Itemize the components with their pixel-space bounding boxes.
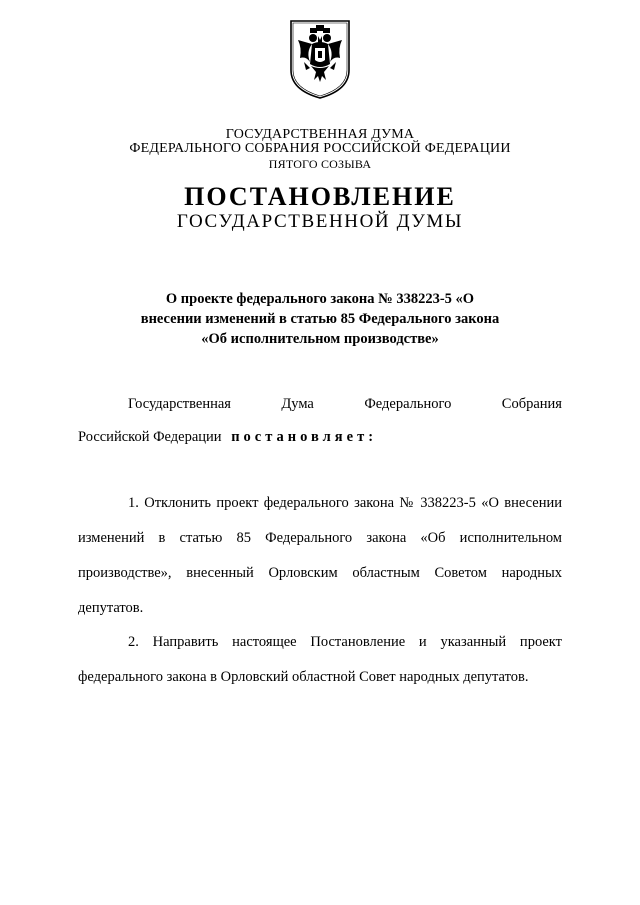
preamble-word: Федерального: [364, 396, 452, 412]
resolution-item-2: 2. Направить настоящее Постановление и указанный проект федерального закона в Орловский областной Совет народных депутатов.: [78, 634, 562, 685]
resolution-item-1: 1. Отклонить проект федерального закона № 338223-5 «О внесении изменений в статью 85 Федерального закона «Об исполнительном производстве», внесенный Орловским областным Советом народных депутатов.: [78, 495, 562, 616]
preamble-line-1: [78, 396, 562, 413]
convocation-line: ПЯТОГО СОЗЫВА: [268, 157, 372, 171]
org-name-line-2: ФЕДЕРАЛЬНОГО СОБРАНИЯ РОССИЙСКОЙ ФЕДЕРАЦИИ: [129, 141, 511, 156]
preamble-word: Государственная: [128, 396, 231, 412]
resolves-word: постановляет:: [231, 429, 378, 445]
preamble-line-2: [78, 429, 562, 446]
document-title: ПОСТАНОВЛЕНИЕ: [184, 182, 456, 211]
preamble-word: Собрания: [501, 396, 562, 412]
preamble-word: Дума: [281, 396, 314, 412]
org-name-line-1: ГОСУДАРСТВЕННАЯ ДУМА: [225, 127, 415, 142]
document-subtitle: ГОСУДАРСТВЕННОЙ ДУМЫ: [176, 211, 464, 232]
document-subject: О проекте федерального закона № 338223-5 «О внесении изменений в статью 85 Федерального закона «Об исполнительном производстве»: [140, 291, 500, 347]
russian-coat-of-arms-icon: [288, 18, 352, 100]
preamble-text: Российской Федерации: [78, 429, 222, 445]
